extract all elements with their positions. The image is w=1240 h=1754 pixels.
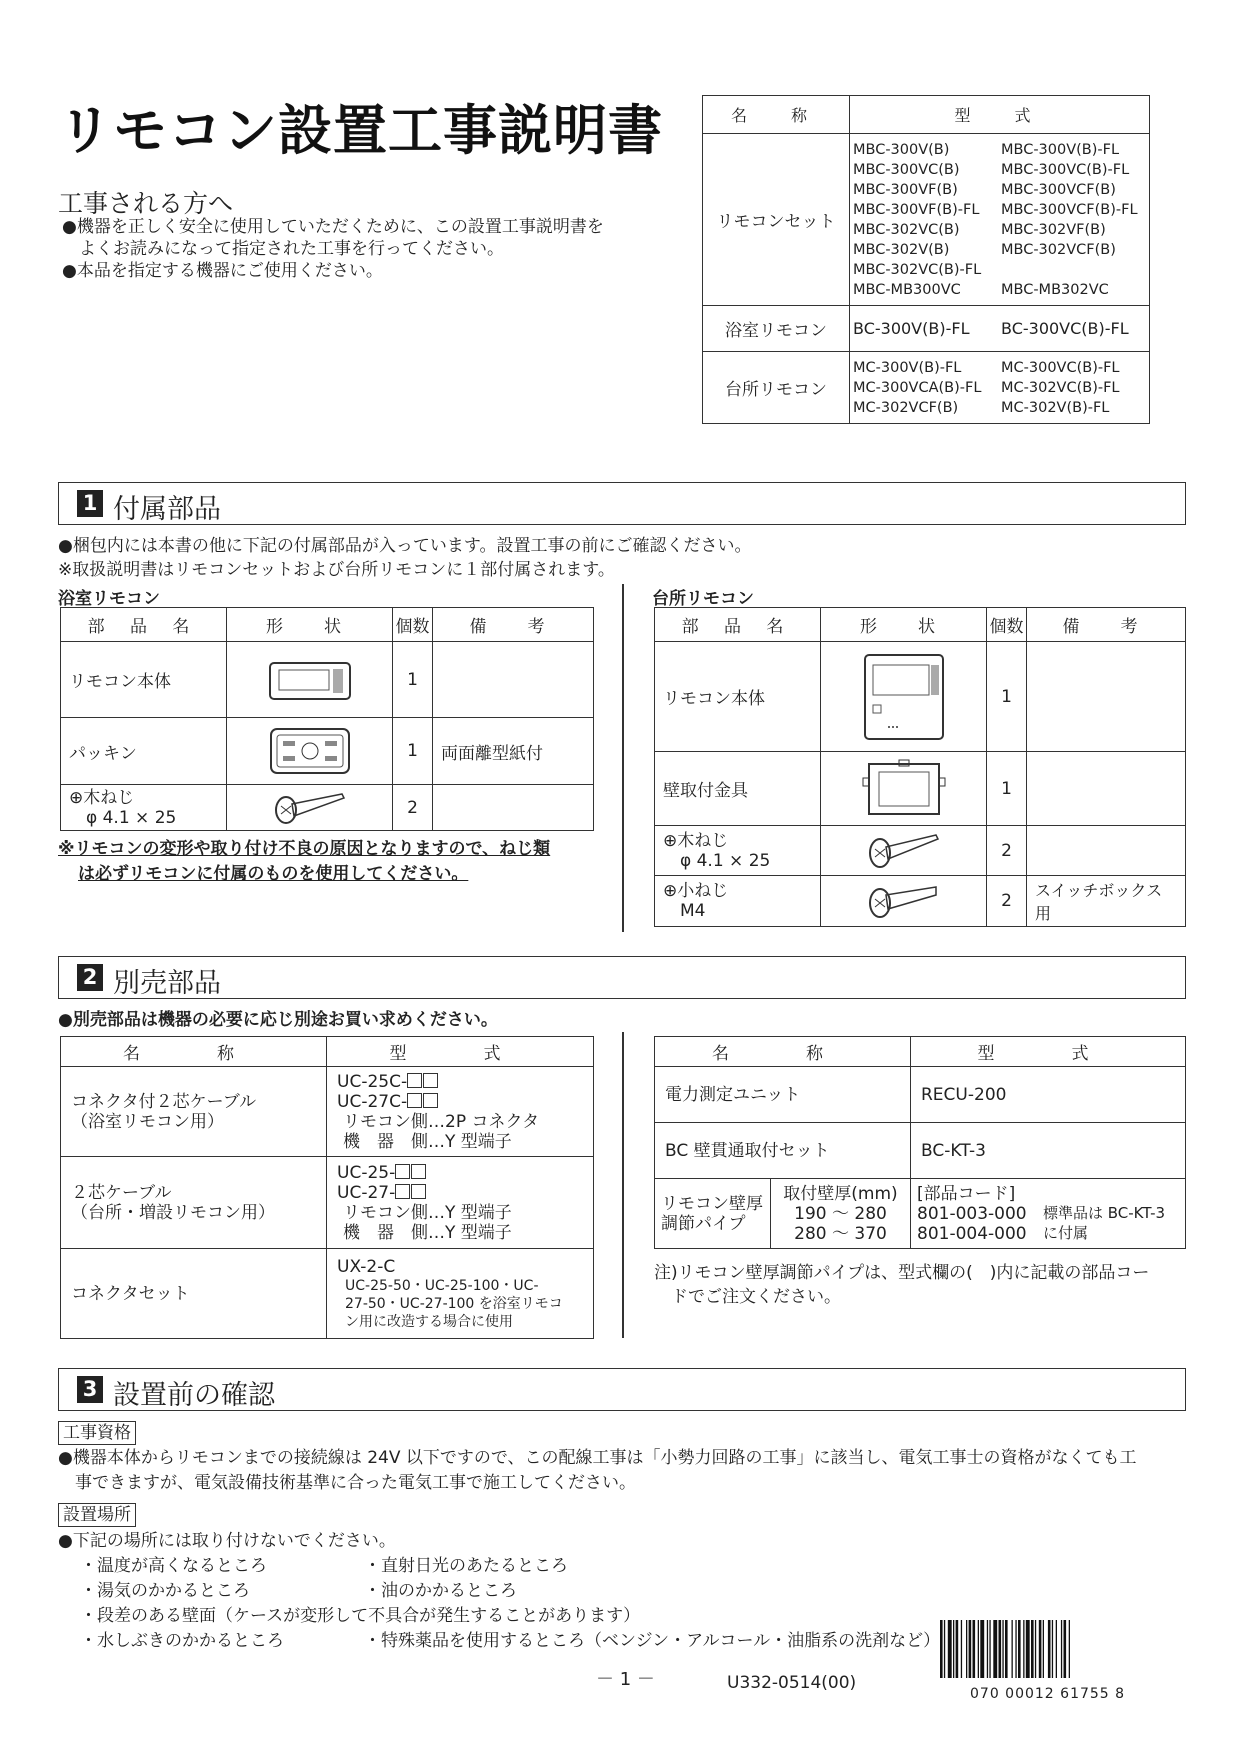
opt-model-sub: 機 器 側…Y 型端子: [343, 1131, 512, 1152]
section-number: 2: [77, 964, 103, 991]
location-item: ・特殊薬品を使用するところ（ベンジン・アルコール・油脂系の洗剤など）: [364, 1631, 941, 1651]
wood-screw-icon: [864, 829, 944, 873]
part-qty: 2: [987, 876, 1027, 927]
model-table: [702, 95, 1150, 424]
opt-name: コネクタセット: [61, 1249, 327, 1339]
intro-line: ●本品を指定する機器にご使用ください。: [62, 261, 383, 281]
part-qty: 1: [393, 642, 433, 718]
part-code: 801-003-000: [917, 1203, 1027, 1224]
location-item: ・直射日光のあたるところ: [364, 1556, 568, 1576]
model-row-label: 台所リモコン: [703, 352, 850, 424]
part-name-line1: ⊕小ねじ: [663, 881, 729, 901]
part-name: リモコン本体: [61, 642, 227, 718]
part-qty: 1: [987, 642, 1027, 752]
opt-name: [61, 1067, 327, 1157]
machine-screw-icon: [864, 879, 944, 923]
part-remarks: [433, 785, 594, 831]
location-item: ・段差のある壁面（ケースが変形して不具合が発生することがあります）: [80, 1606, 641, 1626]
blank-box-icon: [423, 1093, 438, 1108]
col-shape: 形 状: [821, 608, 987, 642]
part-code: 801-004-000: [917, 1223, 1027, 1244]
wall-thickness-range: 190 ～ 280: [794, 1203, 887, 1224]
part-remarks: スイッチボックス用: [1027, 876, 1186, 927]
intro-line: ●機器を正しく安全に使用していただくために、この設置工事説明書を: [62, 217, 604, 237]
location-item: ・湯気のかかるところ: [80, 1581, 250, 1601]
wall-thickness-range: 280 ～ 370: [794, 1223, 887, 1244]
model-code: MBC-300VF(B): [853, 181, 958, 198]
opt-name: [655, 1179, 771, 1249]
col-remarks: 備 考: [433, 608, 594, 642]
model-table-header-name: 名 称: [703, 96, 850, 134]
optional-parts-table-right: [654, 1036, 1186, 1249]
model-code: MBC-300VCF(B)-FL: [1001, 201, 1138, 218]
section-3-header: [58, 1368, 1186, 1411]
model-code: BC-300V(B)-FL: [853, 318, 970, 338]
model-code: MBC-MB302VC: [1001, 281, 1109, 298]
part-remarks: [1027, 826, 1186, 876]
part-remarks: [433, 642, 594, 718]
packing-icon: [265, 725, 355, 777]
blank-box-icon: [395, 1164, 410, 1179]
page-number: － 1 －: [596, 1669, 655, 1690]
part-remarks: [1027, 642, 1186, 752]
model-code: MC-300V(B)-FL: [853, 359, 962, 376]
part-illustration: [227, 718, 393, 785]
sec2-note: ●別売部品は機器の必要に応じ別途お買い求めください。: [58, 1010, 498, 1030]
screw-warning: ※リモコンの変形や取り付け不良の原因となりますので、ねじ類: [58, 839, 551, 859]
blank-box-icon: [407, 1073, 422, 1088]
blank-box-icon: [411, 1184, 426, 1199]
opt-name: 電力測定ユニット: [655, 1067, 911, 1123]
part-name-line2: M4: [663, 901, 706, 921]
blank-box-icon: [423, 1073, 438, 1088]
model-code: MBC-300VC(B): [853, 161, 960, 178]
barcode-icon: [938, 1620, 1178, 1680]
opt-model-sub: 27-50・UC-27-100 を浴室リモコ: [345, 1295, 563, 1312]
section-2-header: [58, 956, 1186, 999]
model-code: MBC-300V(B): [853, 141, 950, 158]
part-name: パッキン: [61, 718, 227, 785]
divider: [622, 1032, 624, 1338]
bath-remote-label: 浴室リモコン: [58, 589, 160, 609]
part-qty: 2: [987, 826, 1027, 876]
opt-model: [911, 1179, 1186, 1249]
blank-box-icon: [395, 1184, 410, 1199]
section-title: 設置前の確認: [113, 1380, 275, 1411]
part-name: [61, 785, 227, 831]
col-name: 部 品 名: [61, 608, 227, 642]
opt-name-line1: ２芯ケーブル: [71, 1182, 172, 1203]
part-name: リモコン本体: [655, 642, 821, 752]
model-row-label: 浴室リモコン: [703, 306, 850, 352]
opt-model-sub: UC-25-50・UC-25-100・UC-: [345, 1277, 539, 1294]
wall-bracket-icon: [859, 756, 949, 822]
model-code: BC-300VC(B)-FL: [1001, 318, 1129, 338]
part-illustration: [227, 785, 393, 831]
part-illustration: [821, 826, 987, 876]
wall-thickness-label: 取付壁厚(mm): [783, 1183, 898, 1204]
standard-note: [1043, 1203, 1165, 1243]
model-code: MBC-300VF(B)-FL: [853, 201, 980, 218]
opt-model: BC-KT-3: [911, 1123, 1186, 1179]
part-name: 壁取付金具: [655, 752, 821, 826]
part-name: [655, 826, 821, 876]
opt-name-line2: （浴室リモコン用）: [71, 1111, 224, 1132]
document-code: U332-0514(00): [727, 1673, 857, 1693]
part-illustration: [227, 642, 393, 718]
section-number: 1: [77, 490, 103, 517]
bath-parts-table: [60, 607, 594, 831]
part-remarks: [1027, 752, 1186, 826]
opt-model-line: UC-25-: [337, 1162, 396, 1183]
opt-name-line1: リモコン壁厚: [661, 1193, 763, 1214]
kitchen-parts-table: [654, 607, 1186, 927]
qualification-text: 事できますが、電気設備技術基準に合った電気工事で施工してください。: [58, 1473, 636, 1493]
part-qty: 1: [393, 718, 433, 785]
model-code: MC-302V(B)-FL: [1001, 399, 1110, 416]
model-code: MBC-302VF(B): [1001, 221, 1106, 238]
part-name: [655, 876, 821, 927]
model-code: MBC-300VCF(B): [1001, 181, 1116, 198]
opt-name-line1: コネクタ付２芯ケーブル: [71, 1091, 257, 1112]
model-row-label: リモコンセット: [703, 134, 850, 306]
opt-name: BC 壁貫通取付セット: [655, 1123, 911, 1179]
part-qty: 2: [393, 785, 433, 831]
qualification-text: ●機器本体からリモコンまでの接続線は 24V 以下ですので、この配線工事は「小勢力回路の工事」に該当し、電気工事士の資格がなくても工: [58, 1448, 1137, 1468]
col-name: 名 称: [655, 1037, 911, 1067]
opt-model: [327, 1157, 594, 1249]
wall-thickness: [771, 1179, 911, 1249]
model-code: MBC-302VCF(B): [1001, 241, 1116, 258]
part-illustration: [821, 642, 987, 752]
screw-warning: は必ずリモコンに付属のものを使用してください。: [78, 864, 469, 884]
opt-model-sub: リモコン側…2P コネクタ: [343, 1111, 540, 1132]
model-code: MBC-MB300VC: [853, 281, 961, 298]
kitchen-remote-label: 台所リモコン: [652, 589, 754, 609]
opt-model-sub: 機 器 側…Y 型端子: [343, 1222, 512, 1243]
kitchen-remote-icon: [859, 649, 949, 745]
intro-notes: [62, 216, 604, 282]
model-code: MBC-302VC(B): [853, 221, 960, 238]
model-code: MC-302VC(B)-FL: [1001, 379, 1120, 396]
page-title: リモコン設置工事説明書: [58, 99, 663, 162]
blank-box-icon: [407, 1093, 422, 1108]
opt-model-line: UC-25C-: [337, 1071, 408, 1092]
opt-name: [61, 1157, 327, 1249]
opt-model: RECU-200: [911, 1067, 1186, 1123]
part-illustration: [821, 752, 987, 826]
model-code: MC-300VCA(B)-FL: [853, 379, 982, 396]
section-title: 付属部品: [113, 494, 221, 525]
opt-model-line: UX-2-C: [337, 1256, 396, 1277]
col-qty: 個数: [393, 608, 433, 642]
part-name-line2: φ 4.1 × 25: [663, 850, 771, 871]
model-list: [850, 306, 1150, 352]
opt-model: [327, 1249, 594, 1339]
opt-model-line: UC-27-: [337, 1182, 396, 1203]
location-item: ・油のかかるところ: [364, 1581, 517, 1601]
blank-box-icon: [411, 1164, 426, 1179]
model-code: MC-300VC(B)-FL: [1001, 359, 1120, 376]
part-name-line2: φ 4.1 × 25: [69, 807, 177, 828]
intro-line: よくお読みになって指定された工事を行ってください。: [62, 239, 504, 259]
location-label: 設置場所: [58, 1503, 136, 1527]
opt-model: [327, 1067, 594, 1157]
standard-note-line: 標準品は BC-KT-3: [1043, 1204, 1166, 1222]
qualification-label: 工事資格: [58, 1421, 136, 1445]
opt-name-line2: （台所・増設リモコン用）: [71, 1202, 275, 1223]
location-item: ・水しぶきのかかるところ: [80, 1631, 284, 1651]
opt-model-line: UC-27C-: [337, 1091, 408, 1112]
model-list: [850, 134, 1150, 306]
col-qty: 個数: [987, 608, 1027, 642]
sec1-note: ●梱包内には本書の他に下記の付属部品が入っています。設置工事の前にご確認ください。: [58, 536, 752, 556]
opt-name-line2: 調節パイプ: [661, 1213, 746, 1234]
divider: [622, 584, 624, 932]
col-model: 型 式: [327, 1037, 594, 1067]
model-code: MBC-302VC(B)-FL: [853, 261, 982, 278]
col-name: 部 品 名: [655, 608, 821, 642]
location-intro: ●下記の場所には取り付けないでください。: [58, 1531, 396, 1551]
location-item: ・温度が高くなるところ: [80, 1556, 267, 1576]
opt-model-sub: リモコン側…Y 型端子: [343, 1202, 512, 1223]
pipe-note: ドでご注文ください。: [654, 1287, 841, 1307]
section-title: 別売部品: [113, 968, 221, 999]
standard-note-line: に付属: [1043, 1224, 1089, 1242]
part-name-line1: ⊕木ねじ: [663, 830, 729, 851]
col-shape: 形 状: [227, 608, 393, 642]
section-1-header: [58, 482, 1186, 525]
subtitle: 工事される方へ: [58, 189, 234, 218]
model-code: MBC-302V(B): [853, 241, 950, 258]
model-code: MBC-300VC(B)-FL: [1001, 161, 1130, 178]
wood-screw-icon: [270, 788, 350, 828]
model-code: MC-302VCF(B): [853, 399, 959, 416]
optional-parts-table-left: [60, 1036, 594, 1339]
barcode-number: 070 00012 61755 8: [970, 1686, 1126, 1702]
remote-body-icon: [265, 655, 355, 705]
col-name: 名 称: [61, 1037, 327, 1067]
pipe-note: 注)リモコン壁厚調節パイプは、型式欄の( )内に記載の部品コー: [654, 1263, 1150, 1283]
opt-model-sub: ン用に改造する場合に使用: [345, 1313, 513, 1330]
model-code: MBC-300V(B)-FL: [1001, 141, 1120, 158]
model-list: [850, 352, 1150, 424]
part-illustration: [821, 876, 987, 927]
col-model: 型 式: [911, 1037, 1186, 1067]
part-qty: 1: [987, 752, 1027, 826]
section-number: 3: [77, 1376, 103, 1403]
model-code: [1001, 260, 1146, 280]
sec1-note: ※取扱説明書はリモコンセットおよび台所リモコンに１部付属されます。: [58, 560, 615, 580]
model-table-header-model: 型 式: [850, 96, 1150, 134]
part-remarks: 両面離型紙付: [433, 718, 594, 785]
col-remarks: 備 考: [1027, 608, 1186, 642]
part-code-label: [部品コード]: [917, 1183, 1016, 1204]
part-name-line1: ⊕木ねじ: [69, 787, 135, 808]
